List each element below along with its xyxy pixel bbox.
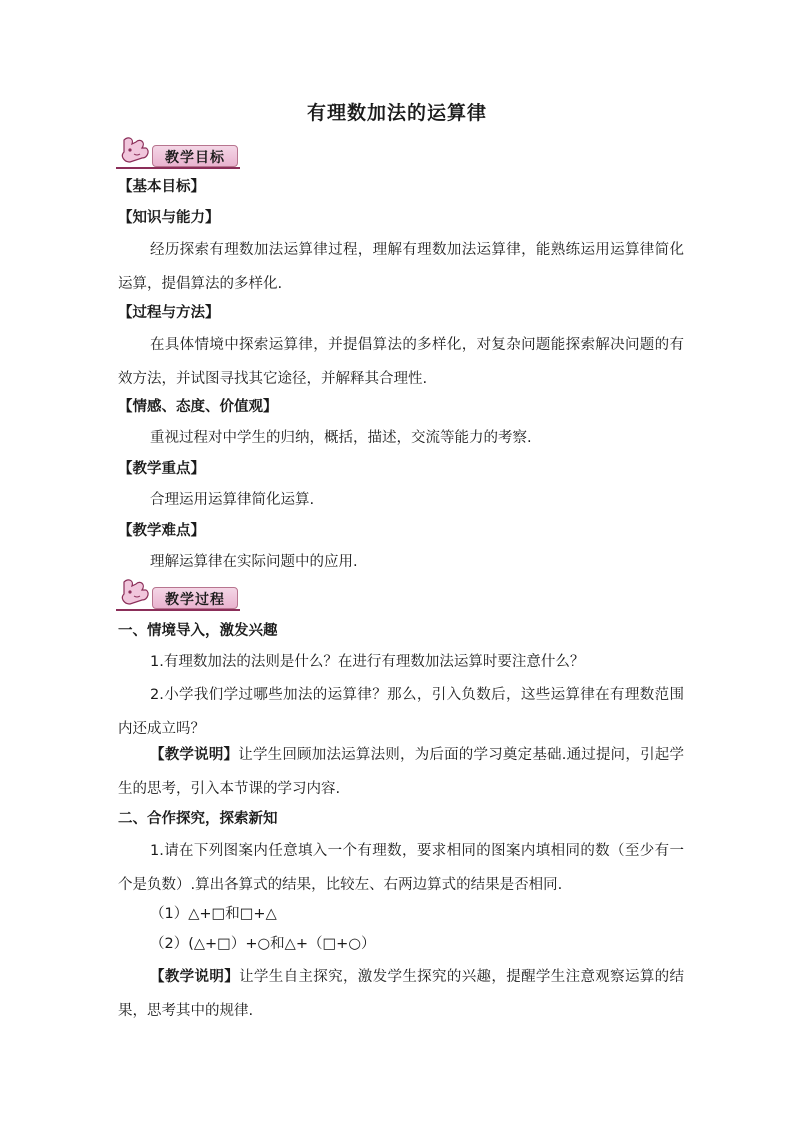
note-text: 让学生回顾加法运算法则，为后面的学习奠定基础.通过提问，引起学生的思考，引入本节课的学习内容. [118, 747, 684, 797]
emotion-text: 重视过程对中学生的归纳，概括，描述，交流等能力的考察. [150, 430, 532, 446]
banner-rule [116, 167, 240, 169]
banner-label: 教学目标 [165, 150, 225, 166]
process-heading: 【过程与方法】 [118, 305, 220, 321]
section2-expression1: （1）△+□和□+△ [150, 906, 277, 922]
section1-question2: 2.小学我们学过哪些加法的运算律？那么，引入负数后，这些运算律在有理数范围内还成立吗？ [118, 687, 684, 737]
section1-question1: 1.有理数加法的法则是什么？在进行有理数加法运算时要注意什么？ [150, 654, 585, 670]
key-point-heading: 【教学重点】 [118, 461, 205, 477]
note-label: 【教学说明】 [150, 747, 239, 763]
mascot-icon [116, 136, 156, 168]
section-banner-goals [116, 136, 246, 170]
section1-heading: 一、情境导入，激发兴趣 [118, 623, 278, 639]
banner-badge [152, 145, 238, 167]
note-text: 让学生自主探究，激发学生探究的兴趣，提醒学生注意观察运算的结果，思考其中的规律. [118, 969, 685, 1019]
basic-goal-heading: 【基本目标】 [118, 179, 205, 195]
knowledge-heading: 【知识与能力】 [118, 210, 220, 226]
section2-heading: 二、合作探究，探索新知 [118, 811, 278, 827]
note-label: 【教学说明】 [150, 969, 240, 985]
section2-paragraph: 1.请在下列图案内任意填入一个有理数，要求相同的图案内填相同的数（至少有一个是负数）.算出各算式的结果，比较左、右两边算式的结果是否相同. [118, 843, 684, 893]
difficulty-heading: 【教学难点】 [118, 523, 205, 539]
banner-rule [116, 609, 240, 611]
banner-badge [152, 587, 238, 609]
mascot-icon [116, 578, 156, 610]
difficulty-text: 理解运算律在实际问题中的应用. [150, 554, 358, 570]
page-title: 有理数加法的运算律 [306, 102, 487, 124]
banner-label: 教学过程 [165, 592, 225, 608]
section2-note [118, 960, 684, 1028]
key-point-text: 合理运用运算律简化运算. [150, 492, 315, 508]
knowledge-text: 经历探索有理数加法运算律过程，理解有理数加法运算律，能熟练运用运算律简化运算，提倡算法的多样化. [118, 242, 684, 292]
emotion-heading: 【情感、态度、价值观】 [118, 399, 278, 415]
process-text: 在具体情境中探索运算律，并提倡算法的多样化，对复杂问题能探索解决问题的有效方法，并试图寻找其它途径，并解释其合理性. [118, 337, 684, 387]
section1-note [118, 738, 684, 806]
section-banner-process [116, 578, 246, 612]
section2-expression2: （2）(△+□）+○和△+（□+○） [150, 936, 376, 952]
